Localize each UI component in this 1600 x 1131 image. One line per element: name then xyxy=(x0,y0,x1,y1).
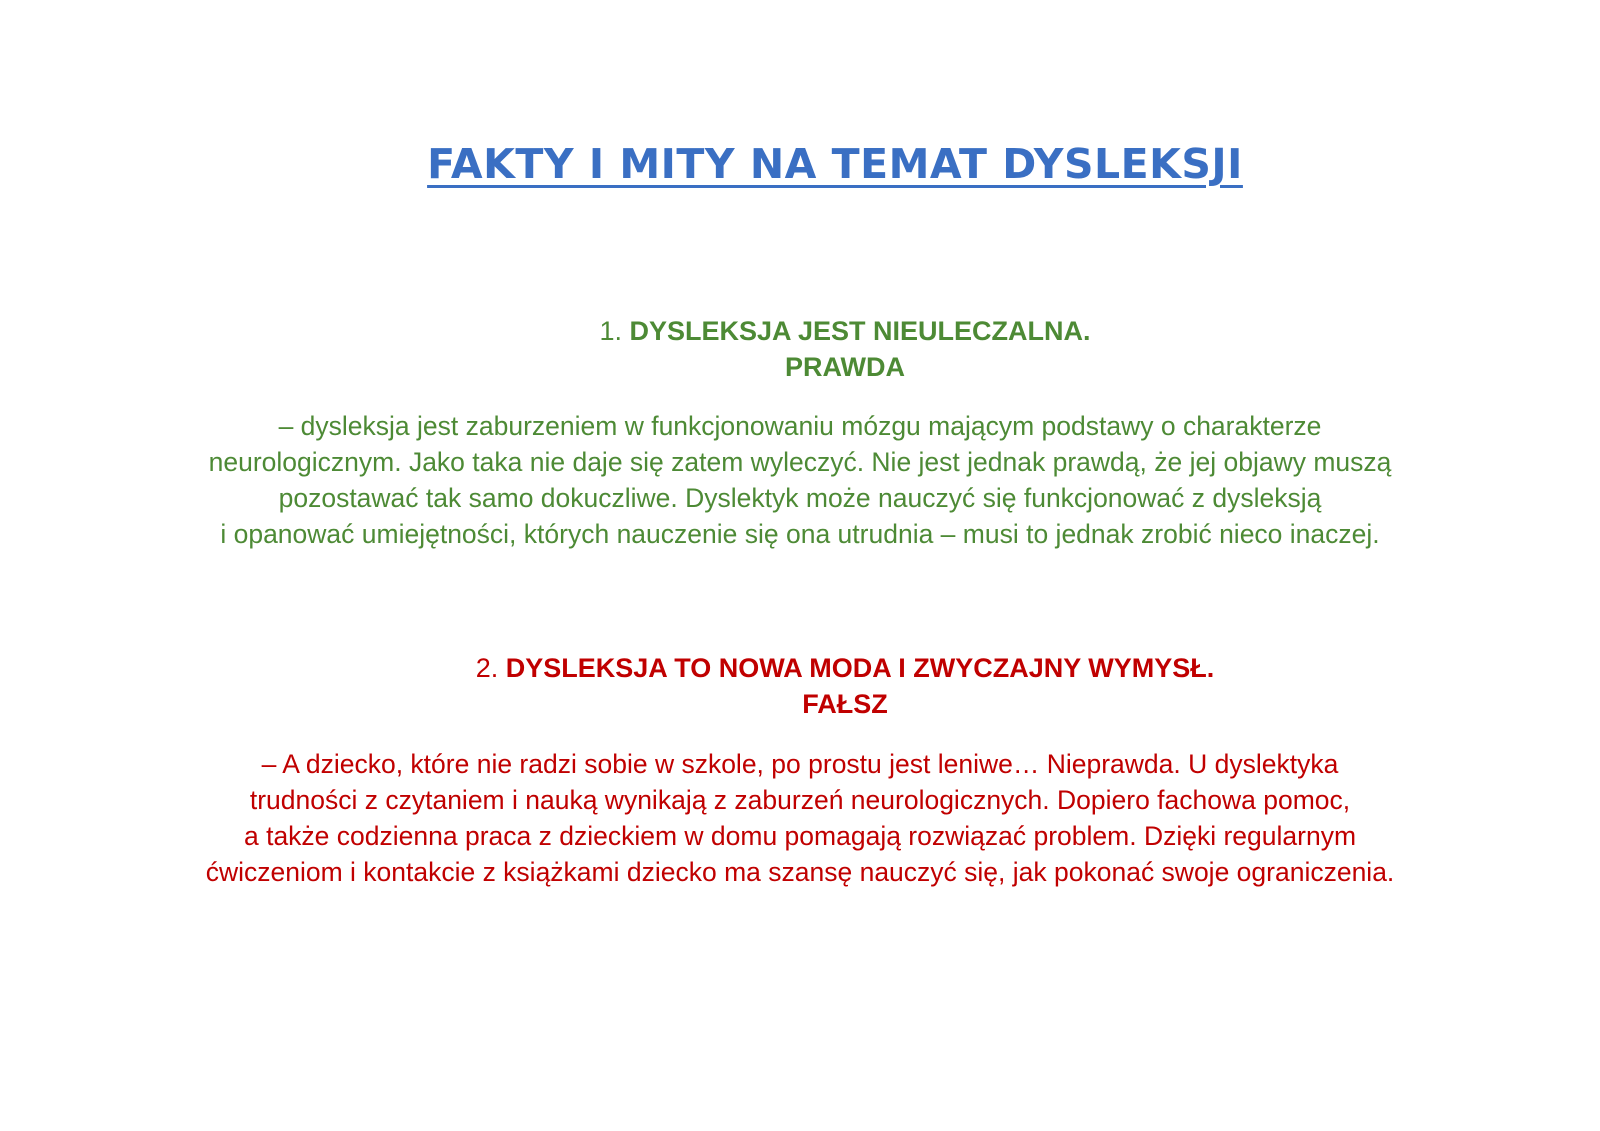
section-1-line: – dysleksja jest zaburzeniem w funkcjonowaniu mózgu mającym podstawy o charakterze xyxy=(278,411,1322,441)
section-2-line: – A dziecko, które nie radzi sobie w szkole, po prostu jest leniwe… Nieprawda. U dyslektyka xyxy=(261,749,1339,779)
section-1-line: pozostawać tak samo dokuczliwe. Dyslektyk może nauczyć się funkcjonować z dysleksją xyxy=(278,483,1322,513)
section-2-body xyxy=(120,746,1480,890)
section-1-verdict: PRAWDA xyxy=(785,352,905,382)
section-2-line: trudności z czytaniem i nauką wynikają z zaburzeń neurologicznych. Dopiero fachowa pomoc, xyxy=(249,785,1351,815)
section-1-line: neurologicznym. Jako taka nie daje się zatem wyleczyć. Nie jest jednak prawdą, że jej objawy muszą xyxy=(208,447,1392,477)
section-1-number: 1. xyxy=(599,316,622,346)
section-1-body xyxy=(120,408,1480,552)
section-2-number: 2. xyxy=(475,653,499,683)
page-title xyxy=(0,140,1600,188)
section-2-line: a także codzienna praca z dzieckiem w domu pomagają rozwiązać problem. Dzięki regularnym xyxy=(243,821,1357,851)
section-2-heading xyxy=(0,650,1600,722)
page-title-text: FAKTY I MITY NA TEMAT DYSLEKSJI xyxy=(427,140,1243,188)
section-2-line: ćwiczeniom i kontakcie z książkami dziecko ma szansę nauczyć się, jak pokonać swoje ograniczenia. xyxy=(205,857,1395,887)
section-1-heading-text: DYSLEKSJA JEST NIEULECZALNA. xyxy=(629,316,1091,346)
section-2-verdict: FAŁSZ xyxy=(802,689,888,719)
section-2-heading-text: DYSLEKSJA TO NOWA MODA I ZWYCZAJNY WYMYSŁ. xyxy=(505,653,1215,683)
section-1-line: i opanować umiejętności, których nauczenie się ona utrudnia – musi to jednak zrobić nieco inaczej. xyxy=(220,519,1380,549)
section-1-heading xyxy=(0,313,1600,385)
